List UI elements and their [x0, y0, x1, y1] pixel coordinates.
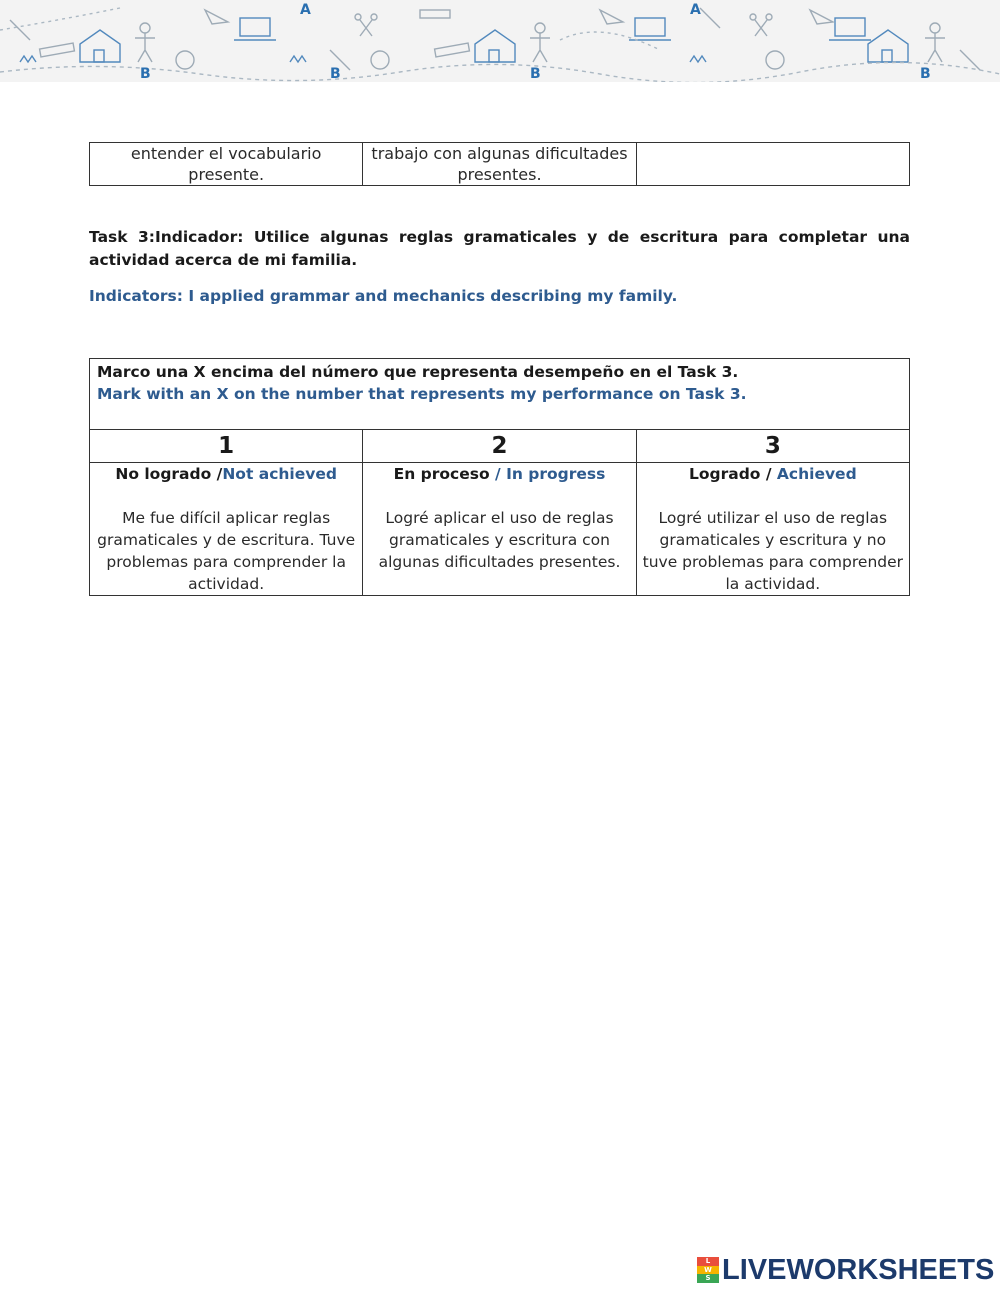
rating-option-1[interactable]: 1 [90, 430, 363, 463]
doodle-pattern [0, 0, 1000, 82]
rubric-table [89, 358, 910, 596]
table-cell: entender el vocabulario presente. [90, 143, 363, 186]
rubric-description-row [90, 463, 910, 596]
level-description-text: Logré utilizar el uso de reglas gramaticales y escritura y no tuve problemas para comprender la actividad. [642, 509, 904, 593]
liveworksheets-logo[interactable] [697, 1255, 997, 1285]
level-description-text: Logré aplicar el uso de reglas gramaticales y escritura con algunas dificultades presentes. [378, 509, 621, 571]
svg-text:A: A [690, 2, 701, 18]
level-label-es: Logrado / [688, 465, 777, 483]
logo-text: LIVEWORKSHEETS [722, 1254, 995, 1286]
table-cell: trabajo con algunas dificultades presentes. [363, 143, 636, 186]
svg-text:A: A [300, 2, 311, 18]
level-label-en: / In progress [489, 465, 606, 483]
table-row [90, 143, 910, 186]
rating-option-3[interactable]: 3 [636, 430, 909, 463]
level-label-es: No logrado / [115, 465, 223, 483]
rubric-instruction [90, 359, 910, 430]
svg-text:B: B [530, 66, 541, 82]
level-label-en: Achieved [776, 465, 857, 483]
header-banner [0, 0, 1000, 82]
level-description-3 [636, 463, 909, 596]
task-indicators: Indicators: I applied grammar and mechanics describing my family. [89, 287, 678, 305]
logo-mark-segment: W [697, 1266, 719, 1275]
svg-text:B: B [920, 66, 931, 82]
level-label-en: Not achieved [222, 465, 337, 483]
instruction-es: Marco una X encima del número que representa desempeño en el Task 3. [97, 363, 739, 381]
level-description-text: Me fue difícil aplicar reglas gramaticales y de escritura. Tuve problemas para comprender la actividad. [97, 509, 356, 593]
level-label [94, 463, 358, 485]
level-label [367, 463, 631, 485]
rubric-instruction-row [90, 359, 910, 430]
level-label [641, 463, 905, 485]
logo-mark-segment: L [697, 1257, 719, 1266]
svg-text:B: B [140, 66, 151, 82]
rubric-number-row [90, 430, 910, 463]
rating-option-2[interactable]: 2 [363, 430, 636, 463]
task-title: Task 3:Indicador: Utilice algunas reglas gramaticales y de escritura para completar una actividad acerca de mi familia. [89, 228, 910, 269]
logo-mark-icon [697, 1257, 719, 1283]
table-cell-empty [636, 143, 909, 186]
level-label-es: En proceso [393, 465, 490, 483]
logo-mark-segment: S [697, 1274, 719, 1283]
level-description-2 [363, 463, 636, 596]
previous-rubric-table [89, 142, 910, 186]
instruction-en: Mark with an X on the number that represents my performance on Task 3. [97, 385, 747, 403]
svg-text:B: B [330, 66, 341, 82]
level-description-1 [90, 463, 363, 596]
